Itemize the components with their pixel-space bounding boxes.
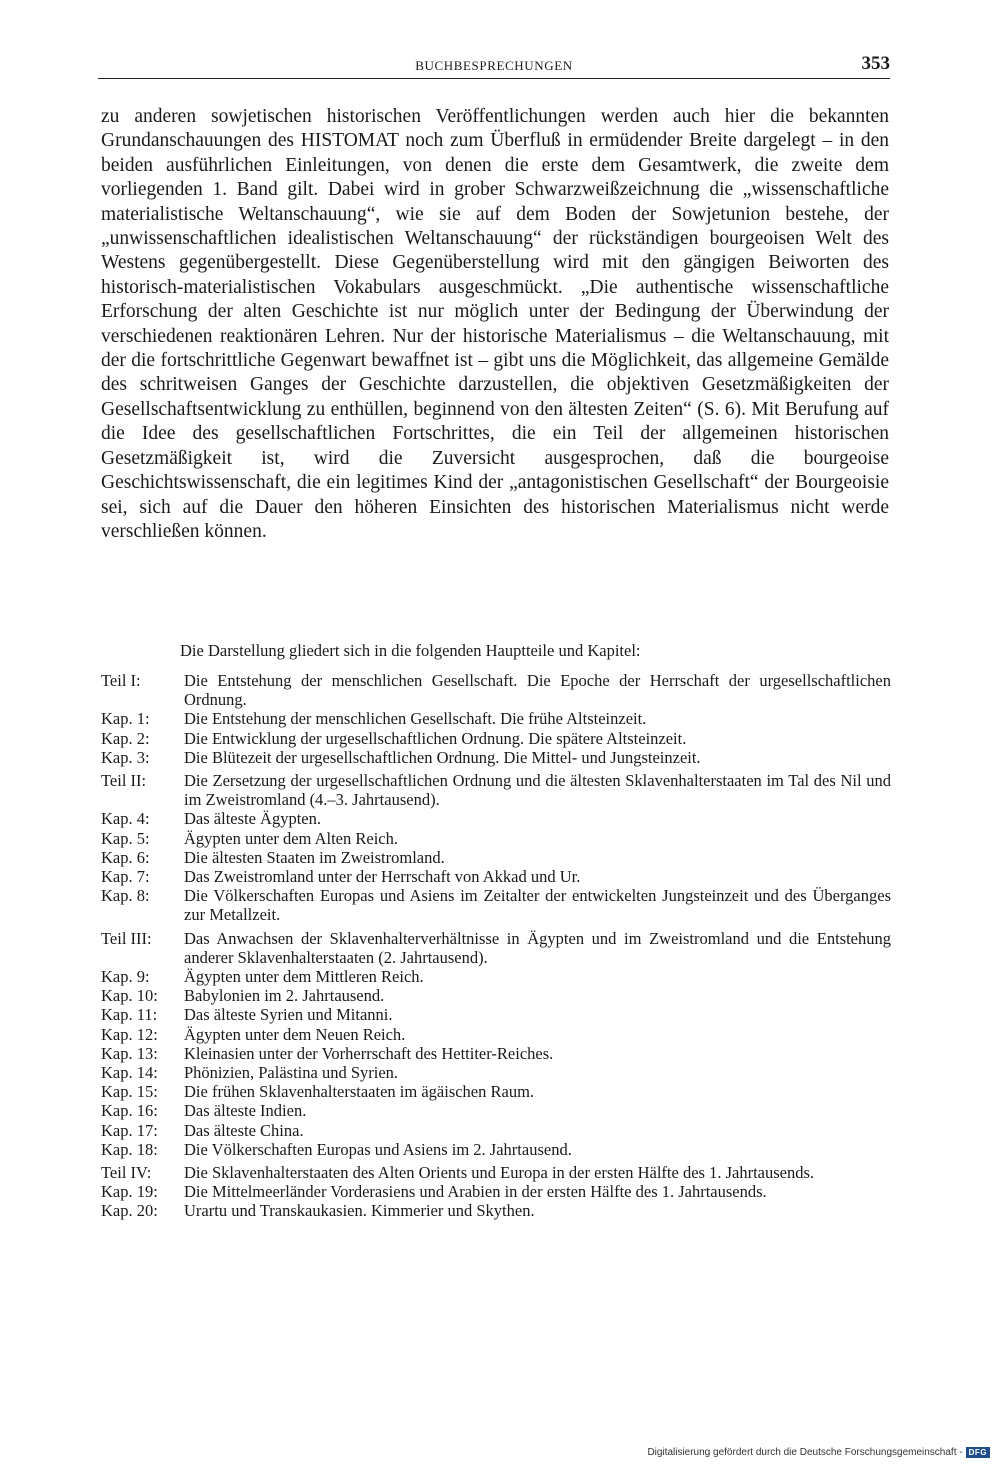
toc-entry-label: Teil II: (101, 771, 147, 791)
toc-chapter-entry (101, 1063, 891, 1082)
toc-entry-text: Die Blütezeit der urgesellschaftlichen Ordnung. Die Mittel- und Jungsteinzeit. (184, 747, 701, 767)
toc-chapter-entry (101, 1140, 891, 1159)
toc-entry-label: Kap. 18: (101, 1139, 158, 1159)
toc-entry-text: Die Entstehung der menschlichen Gesellschaft. Die Epoche der Herrschaft der urgesellschaftlichen Ordnung. (184, 671, 891, 710)
toc-entry-label: Kap. 20: (101, 1201, 158, 1221)
toc-part-entry (101, 929, 891, 967)
toc-chapter-entry (101, 1025, 891, 1044)
toc-entry-text: Die Völkerschaften Europas und Asiens im 2. Jahrtausend. (184, 1139, 572, 1159)
toc-entry-label: Teil I: (101, 671, 141, 690)
toc-chapter-entry (101, 1044, 891, 1063)
toc-entry-label: Kap. 19: (101, 1182, 158, 1202)
toc-entry-text: Phönizien, Palästina und Syrien. (184, 1063, 399, 1083)
toc-entry-text: Urartu und Transkaukasien. Kimmerier und Skythen. (184, 1201, 535, 1221)
toc-chapter-entry (101, 1005, 891, 1024)
toc-entry-label: Kap. 9: (101, 967, 150, 987)
toc-chapter-entry (101, 1082, 891, 1101)
toc-entry-text: Das älteste Indien. (184, 1101, 307, 1121)
toc-entry-label: Kap. 10: (101, 986, 158, 1006)
toc-entry-text: Babylonien im 2. Jahrtausend. (184, 986, 385, 1006)
toc-entry-label: Kap. 6: (101, 847, 150, 867)
toc-entry-label: Kap. 13: (101, 1043, 158, 1063)
toc-chapter-entry (101, 809, 891, 828)
toc-entry-text: Das älteste Ägypten. (184, 809, 322, 829)
toc-entry-label: Kap. 14: (101, 1063, 158, 1083)
toc-entry-label: Kap. 7: (101, 867, 150, 887)
footer (647, 1447, 990, 1458)
page-number: 353 (861, 53, 890, 74)
toc-chapter-entry (101, 748, 891, 767)
toc-entry-label: Kap. 16: (101, 1101, 158, 1121)
toc-entry-text: Ägypten unter dem Alten Reich. (184, 828, 398, 848)
toc-entry-text: Das Zweistromland unter der Herrschaft von Akkad und Ur. (184, 867, 581, 887)
toc-entry-text: Die Entstehung der menschlichen Gesellschaft. Die frühe Altsteinzeit. (184, 709, 647, 729)
toc-entry-text: Die Entwicklung der urgesellschaftlichen Ordnung. Die spätere Altsteinzeit. (184, 728, 687, 748)
toc-chapter-entry (101, 829, 891, 848)
toc-entry-label: Kap. 5: (101, 828, 150, 848)
toc-entry-text: Ägypten unter dem Neuen Reich. (184, 1024, 406, 1044)
toc-part-entry (101, 1163, 891, 1182)
toc-entry-text: Die Zersetzung der urgesellschaftlichen Ordnung und die ältesten Sklavenhalterstaaten im Tal des Nil und im Zweistromland (4.–3. Jahrtausend). (184, 771, 891, 810)
toc-entry-label: Teil III: (101, 928, 152, 948)
toc-entry-text: Das Anwachsen der Sklavenhalterverhältnisse in Ägypten und im Zweistromland und die Entstehung anderer Sklavenhalterstaaten (2. Jahrtausend). (184, 928, 891, 967)
toc-entry-text: Ägypten unter dem Mittleren Reich. (184, 967, 424, 987)
toc-chapter-entry (101, 886, 891, 924)
toc-chapter-entry (101, 867, 891, 886)
dfg-logo: DFG (966, 1447, 990, 1458)
toc-entry-text: Die Sklavenhalterstaaten des Alten Orients und Europa in der ersten Hälfte des 1. Jahrtausends. (184, 1163, 815, 1183)
toc-entry-label: Kap. 4: (101, 809, 150, 829)
toc-part-entry (101, 771, 891, 809)
toc-chapter-entry (101, 848, 891, 867)
toc-entry-label: Teil IV: (101, 1163, 152, 1183)
toc-entry-label: Kap. 2: (101, 728, 150, 748)
toc-entry-text: Die frühen Sklavenhalterstaaten im ägäischen Raum. (184, 1082, 535, 1102)
table-of-contents (101, 671, 891, 1221)
toc-entry-label: Kap. 12: (101, 1024, 158, 1044)
toc-entry-label: Kap. 3: (101, 747, 150, 767)
toc-entry-label: Kap. 8: (101, 886, 150, 906)
toc-entry-label: Kap. 15: (101, 1082, 158, 1102)
running-title: BUCHBESPRECHUNGEN (415, 58, 573, 73)
running-header (98, 52, 890, 79)
toc-entry-text: Die ältesten Staaten im Zweistromland. (184, 847, 445, 867)
toc-chapter-entry (101, 709, 891, 728)
toc-entry-label: Kap. 11: (101, 1005, 158, 1025)
toc-entry-text: Die Mittelmeerländer Vorderasiens und Arabien in der ersten Hälfte des 1. Jahrtausends. (184, 1182, 767, 1202)
toc-part-entry (101, 671, 891, 709)
toc-entry-label: Kap. 1: (101, 709, 150, 729)
toc-entry-text: Kleinasien unter der Vorherrschaft des Hettiter-Reiches. (184, 1043, 554, 1063)
toc-chapter-entry (101, 729, 891, 748)
footer-text: Digitalisierung gefördert durch die Deutsche Forschungsgemeinschaft - (647, 1447, 963, 1458)
toc-entry-text: Das älteste China. (184, 1120, 304, 1140)
toc-chapter-entry (101, 1201, 891, 1220)
toc-chapter-entry (101, 1101, 891, 1120)
toc-chapter-entry (101, 1182, 891, 1201)
toc-chapter-entry (101, 967, 891, 986)
toc-entry-label: Kap. 17: (101, 1120, 158, 1140)
toc-chapter-entry (101, 986, 891, 1005)
toc-intro: Die Darstellung gliedert sich in die folgenden Hauptteile und Kapitel: (180, 641, 641, 660)
toc-entry-text: Die Völkerschaften Europas und Asiens im Zeitalter der entwickelten Jungsteinzeit und des Überganges zur Metallzeit. (184, 886, 891, 925)
body-paragraph: zu anderen sowjetischen historischen Veröffentlichungen werden auch hier die bekannten Grundanschauungen des HISTOMAT noch zum Überfluß in ermüdender Breite dargelegt – in den beiden ausführlichen Einleitungen, von denen die erste dem Gesamtwerk, die zweite dem vorliegenden 1. Band gilt. Dabei wird in grober Schwarzweißzeichnung die „wissenschaftliche materialistische Weltanschauung“, wie sie auf dem Boden der Sowjetunion bestehe, der „unwissenschaftlichen idealistischen Weltanschauung“ der rückständigen bourgeoisen Welt des Westens gegenübergestellt. Diese Gegenüberstellung wird mit den gängigen Beiworten des historisch-materialistischen Vokabulars ausgeschmückt. „Die authentische wissenschaftliche Erforschung der alten Geschichte ist nur möglich unter der Bedingung der Überwindung der verschiedenen reaktionären Lehren. Nur der historische Materialismus – die Weltanschauung, mit der die fortschrittliche Gegenwart bewaffnet ist – gibt uns die Möglichkeit, das allgemeine Gemälde des schritweisen Ganges der Geschichte darzustellen, die objektiven Gesetzmäßigkeiten der Gesellschaftsentwicklung zu enthüllen, beginnend von den ältesten Zeiten“ (S. 6). Mit Berufung auf die Idee des gesellschaftlichen Fortschrittes, die ein Teil der allgemeinen historischen Gesetzmäßigkeit ist, wird die Zuversicht ausgesprochen, daß die bourgeoise Geschichtswissenschaft, die ein legitimes Kind der „antagonistischen Gesellschaft“ der Bourgeoisie sei, sich auf die Dauer den höheren Einsichten des historischen Materialismus nicht werde verschließen können. (101, 106, 889, 542)
toc-chapter-entry (101, 1121, 891, 1140)
toc-entry-text: Das älteste Syrien und Mitanni. (184, 1005, 393, 1025)
